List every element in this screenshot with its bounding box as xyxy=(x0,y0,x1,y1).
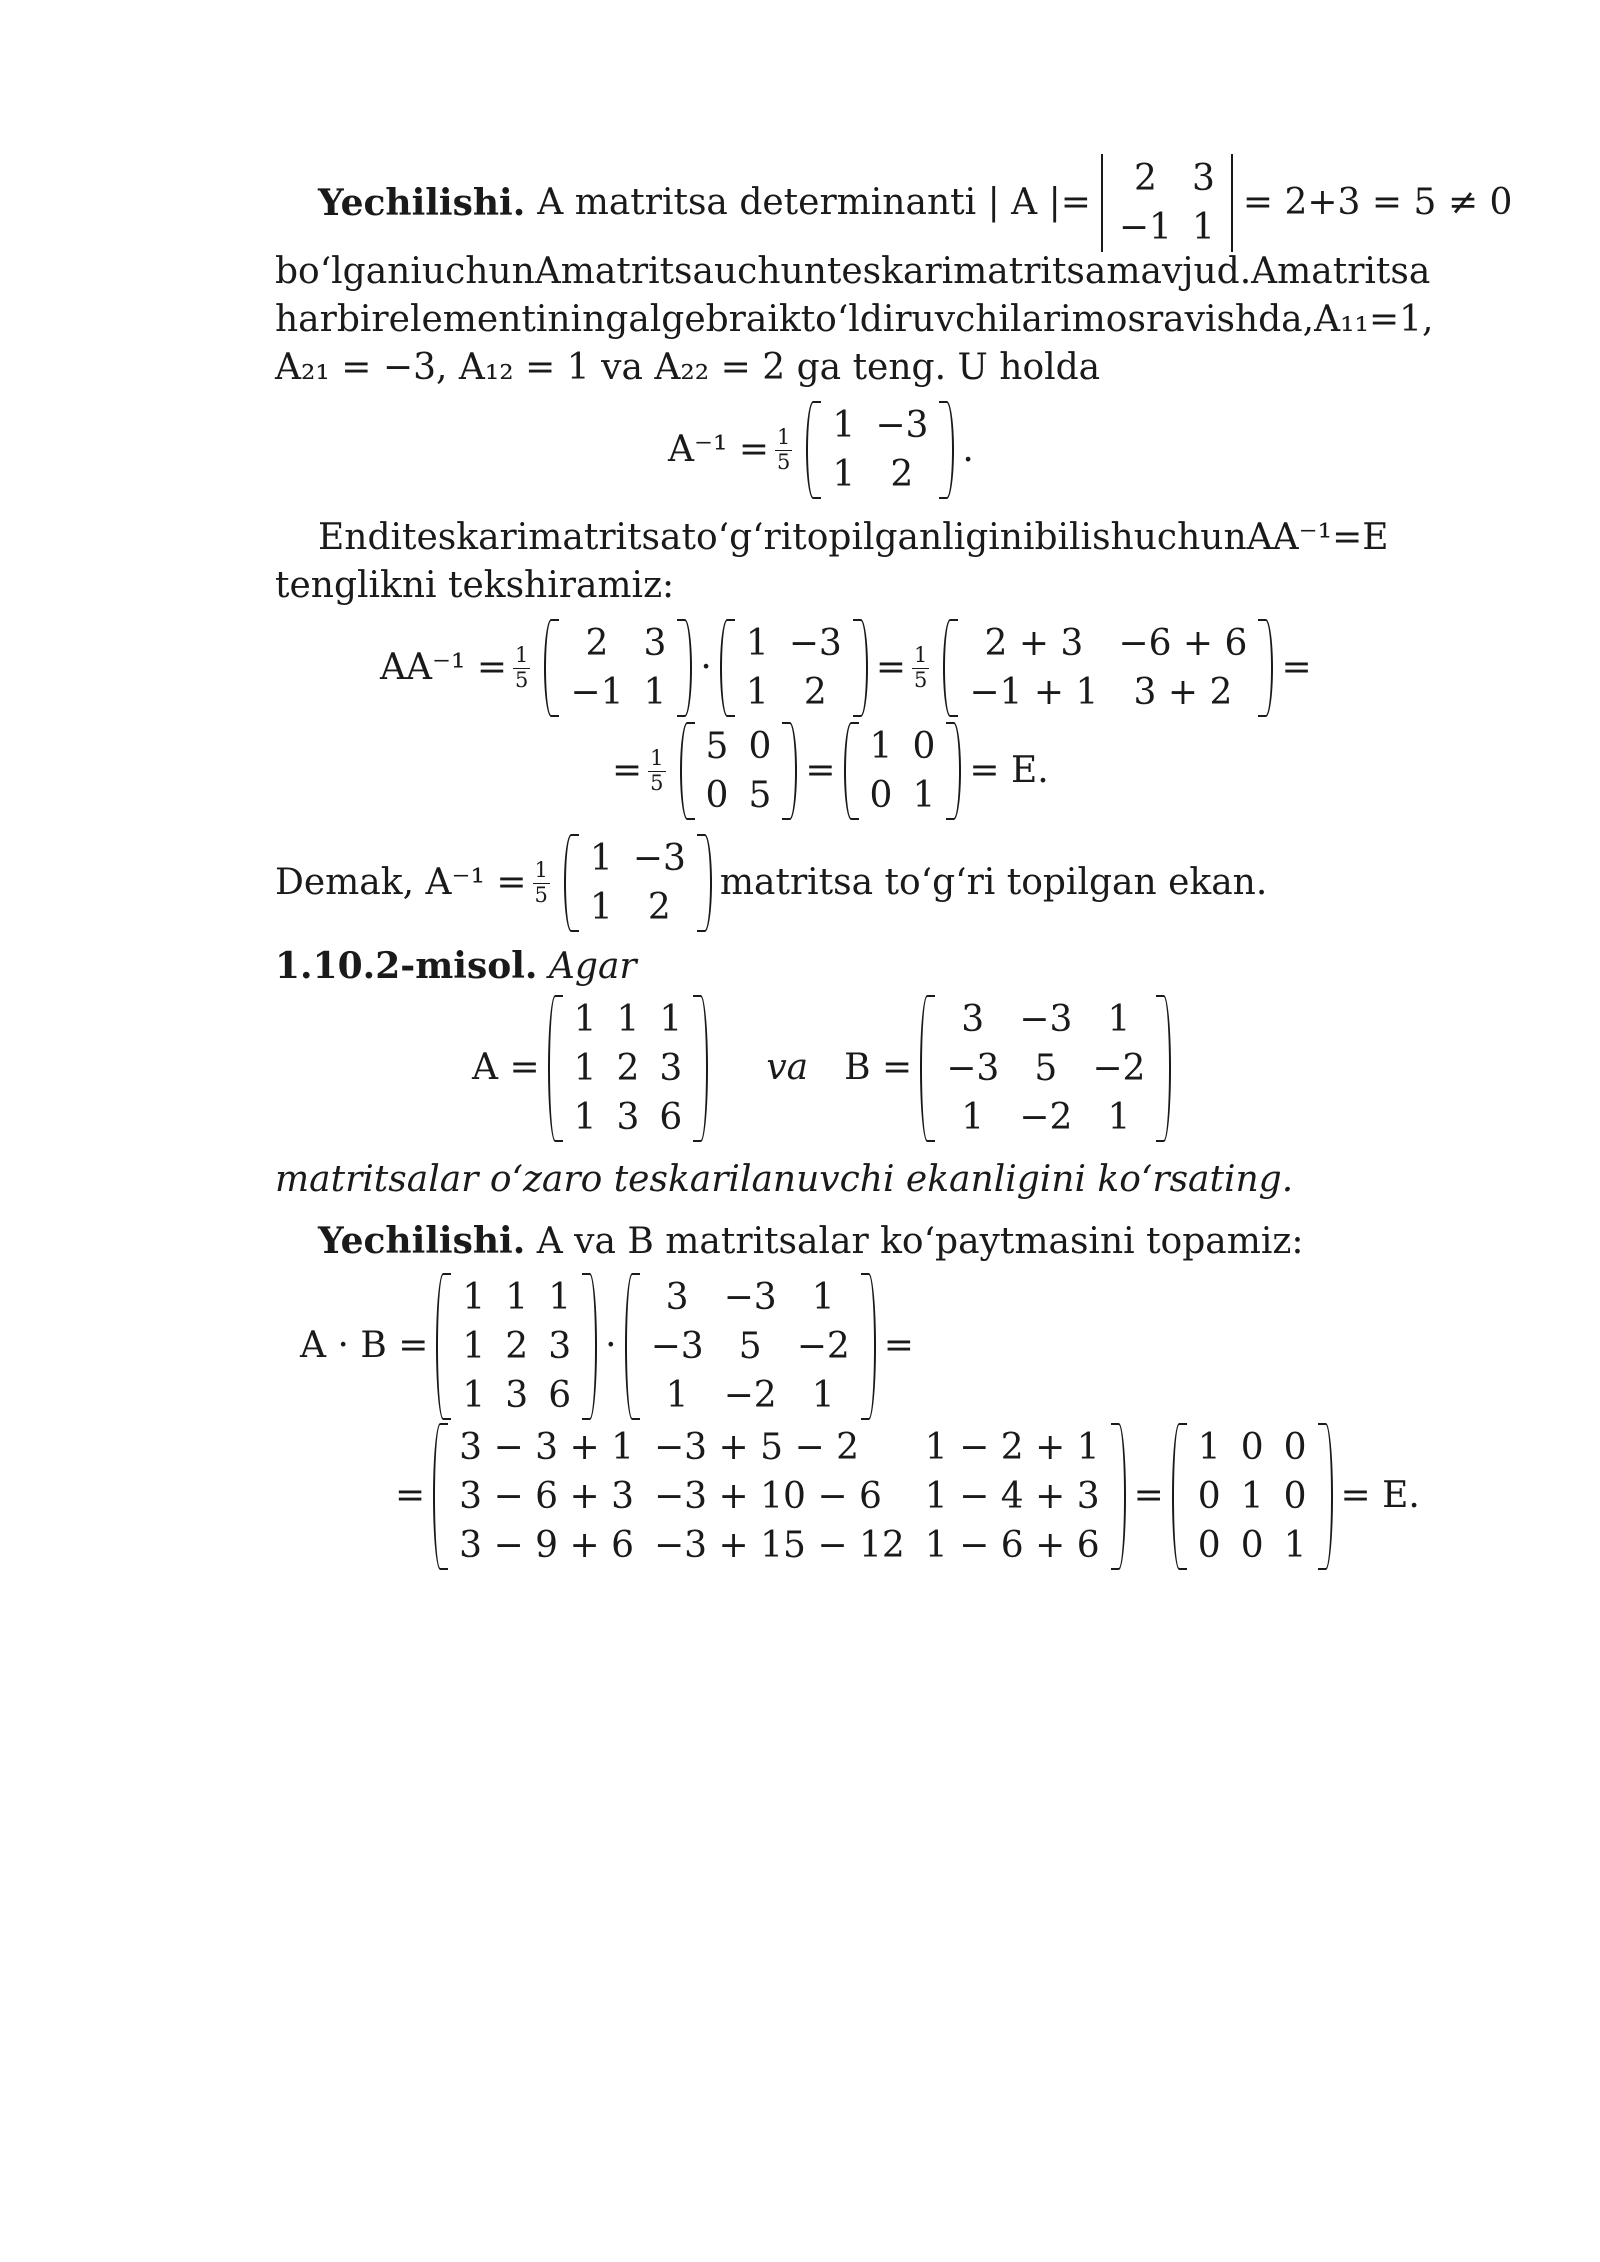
matrix-row xyxy=(560,668,676,717)
word: E xyxy=(1362,517,1389,558)
matrix-cell: −2 xyxy=(1092,1047,1146,1089)
matrix-cell: −3 + 5 − 2 xyxy=(654,1426,859,1468)
matrix-cell: 1 xyxy=(462,1374,486,1416)
matrix-cell: 1 xyxy=(912,775,936,816)
right-paren xyxy=(853,619,868,717)
matrix-cell: 1 xyxy=(832,405,856,446)
check-formula-continued xyxy=(612,726,1049,816)
left-paren xyxy=(433,1423,448,1570)
paragraph-line xyxy=(275,251,1431,292)
matrix-cell: 0 xyxy=(1283,1426,1307,1468)
matrix-cell: 0 xyxy=(1283,1475,1307,1517)
matrix-cell: 0 xyxy=(1240,1524,1264,1566)
matrix-body xyxy=(696,722,782,820)
paragraph-line: A₂₁ = −3, A₁₂ = 1 va A₂₂ = 2 ga teng. U holda xyxy=(275,347,1101,388)
matrix-cell: 6 xyxy=(659,1096,683,1138)
matrix-cell: 2 xyxy=(803,672,827,713)
word: Endi xyxy=(318,517,403,558)
equals-sign: = xyxy=(395,1475,426,1516)
word: algebraik xyxy=(628,299,801,340)
matrix-body xyxy=(452,1273,581,1420)
matrix-body xyxy=(560,619,676,717)
matrix-cell: −3 xyxy=(650,1325,704,1367)
fraction-numerator: 1 xyxy=(914,643,928,668)
fraction-numerator: 1 xyxy=(515,643,529,668)
matrix-body xyxy=(641,1273,860,1420)
matrix-cell: 2 xyxy=(1133,158,1157,199)
fraction-numerator: 1 xyxy=(777,425,791,450)
matrix-cell: 1 xyxy=(1197,1426,1221,1468)
matrix-row xyxy=(564,1093,693,1142)
matrix-row xyxy=(1109,203,1225,252)
word: matritsa xyxy=(528,517,682,558)
identity-matrix xyxy=(1172,1423,1333,1570)
matrix-cell: 1 xyxy=(665,1374,689,1416)
word: A xyxy=(534,251,561,292)
solution-intro-line xyxy=(318,1220,1304,1262)
matrix-row xyxy=(1109,154,1225,203)
matrix-cell: 1 xyxy=(573,998,597,1040)
fraction-denominator: 5 xyxy=(650,770,664,795)
fraction-denominator: 5 xyxy=(534,882,548,907)
matrix-row xyxy=(736,668,852,717)
matrix-diag-5 xyxy=(680,722,798,820)
determinant-bar-right xyxy=(1231,154,1233,252)
inverse-formula xyxy=(668,405,974,495)
matrix-cell: 1 xyxy=(811,1374,835,1416)
word: ravishda, xyxy=(1145,299,1315,340)
matrix-cell: 0 xyxy=(869,775,893,816)
formula-period: . xyxy=(962,429,974,470)
product-lhs: A · B = xyxy=(300,1325,429,1366)
left-paren xyxy=(1172,1423,1187,1570)
equals-sign: = xyxy=(883,1325,914,1366)
matrix-row xyxy=(449,1472,1109,1521)
word: uchun xyxy=(421,251,535,292)
matrix-cell: −2 xyxy=(796,1325,850,1367)
determinant-matrix xyxy=(1099,154,1235,252)
matrix-cell: 1 xyxy=(548,1276,572,1318)
word: mavjud. xyxy=(1106,251,1252,292)
example-heading xyxy=(275,945,637,987)
solution-label: Yechilishi. xyxy=(318,182,526,224)
task-statement: matritsalar o‘zaro teskarilanuvchi ekanligini ko‘rsating. xyxy=(275,1159,1294,1200)
matrix-row xyxy=(1188,1472,1317,1521)
left-paren xyxy=(625,1273,640,1420)
matrix-row xyxy=(860,771,946,820)
matrix-cell: −2 xyxy=(1019,1096,1073,1138)
matrix-row xyxy=(641,1371,860,1420)
matrix-cell: 1 xyxy=(462,1276,486,1318)
matrix-cell: 3 xyxy=(548,1325,572,1367)
matrix-cell: 1 − 6 + 6 xyxy=(924,1524,1100,1566)
matrix-row xyxy=(936,1093,1155,1142)
matrix-cell: 0 xyxy=(1197,1475,1221,1517)
matrix-cell: 3 xyxy=(616,1096,640,1138)
matrix-row xyxy=(936,995,1155,1044)
fraction-denominator: 5 xyxy=(777,449,791,474)
check-formula xyxy=(380,618,1312,718)
word: = xyxy=(1332,517,1363,558)
matrix-cell: 5 xyxy=(705,726,729,767)
matrix-cell: 1 xyxy=(1240,1475,1264,1517)
matrix-cell: −3 xyxy=(1019,998,1073,1040)
matrix-row xyxy=(452,1322,581,1371)
equals-e: = E. xyxy=(1340,1475,1420,1516)
matrix-row xyxy=(860,722,946,771)
equals-sign: = xyxy=(612,750,643,791)
left-paren xyxy=(806,401,821,499)
matrix-row xyxy=(580,834,696,883)
matrix-cell: 0 xyxy=(1197,1524,1221,1566)
fraction-denominator: 5 xyxy=(515,667,529,692)
matrix-cell: 1 xyxy=(573,1096,597,1138)
matrix-sums xyxy=(943,619,1273,717)
matrix-cell: 1 xyxy=(745,623,769,664)
matrix-body xyxy=(959,619,1257,717)
matrix-cell: 6 xyxy=(548,1374,572,1416)
left-paren xyxy=(720,619,735,717)
right-paren xyxy=(1258,619,1273,717)
matrix-cell: 1 xyxy=(462,1325,486,1367)
matrix-cell: 1 − 4 + 3 xyxy=(924,1475,1100,1517)
fraction-numerator: 1 xyxy=(534,858,548,883)
multiply-dot: · xyxy=(700,647,712,688)
word: teskari xyxy=(826,251,954,292)
matrix-cell: 0 xyxy=(1240,1426,1264,1468)
matrix-body xyxy=(580,834,696,932)
matrix-row xyxy=(564,1044,693,1093)
example-text: Agar xyxy=(548,946,637,987)
left-paren xyxy=(548,995,563,1142)
word: to‘ldiruvchilari xyxy=(800,299,1072,340)
matrix-row xyxy=(641,1322,860,1371)
determinant-bar-left xyxy=(1101,154,1103,252)
matrix-cell: −3 xyxy=(946,1047,1000,1089)
matrix-body xyxy=(1109,154,1225,252)
word: bilish xyxy=(1034,517,1134,558)
matrix-cell: 5 xyxy=(1034,1047,1058,1089)
word: teskari xyxy=(402,517,529,558)
matrix-row xyxy=(822,450,938,499)
matrix-cell: 3 − 3 + 1 xyxy=(459,1426,634,1468)
matrix-row xyxy=(560,619,676,668)
matrix-cell: 1 xyxy=(1107,998,1131,1040)
matrix-cell: −3 + 10 − 6 xyxy=(654,1475,882,1517)
matrix-cell: −3 xyxy=(723,1276,777,1318)
matrix-row xyxy=(452,1371,581,1420)
equals-sign: = xyxy=(805,750,836,791)
matrix-row xyxy=(1188,1521,1317,1570)
matrix-cell: 3 − 6 + 3 xyxy=(459,1475,634,1517)
matrix-body xyxy=(449,1423,1109,1570)
matrix-cell: 2 xyxy=(616,1047,640,1089)
matrix-b xyxy=(625,1273,876,1420)
matrix-a xyxy=(436,1273,597,1420)
matrix-cell: 0 xyxy=(912,726,936,767)
matrix-cell: 2 xyxy=(647,887,671,928)
matrix-cell: 1 xyxy=(643,672,667,713)
left-paren xyxy=(544,619,559,717)
matrix-cell: −3 xyxy=(875,405,929,446)
matrix-body xyxy=(1188,1423,1317,1570)
equals-e: = E. xyxy=(969,750,1049,791)
matrix-cell: 2 xyxy=(585,623,609,664)
solution-intro-line xyxy=(318,153,1512,253)
matrix-cell: 1 xyxy=(589,838,613,879)
word: bir xyxy=(336,299,389,340)
matrix-row xyxy=(822,401,938,450)
conjunction-va: va xyxy=(766,1047,809,1088)
inverse-matrix xyxy=(564,834,712,932)
matrix-cell: −3 xyxy=(788,623,842,664)
left-paren xyxy=(943,619,958,717)
word: topilganligini xyxy=(792,517,1035,558)
equals-sign: = xyxy=(875,647,907,688)
matrix-cell: 1 xyxy=(573,1047,597,1089)
conclusion-lead: Demak, A⁻¹ = xyxy=(275,862,527,903)
matrix-cell: 2 + 3 xyxy=(984,623,1084,664)
matrix-b-label: B = xyxy=(844,1047,913,1088)
matrix-cell: 1 xyxy=(505,1276,529,1318)
matrix-cell: −3 xyxy=(632,838,686,879)
right-paren xyxy=(1156,995,1171,1142)
matrix-cell: 1 xyxy=(811,1276,835,1318)
matrix-cell: 3 xyxy=(961,998,985,1040)
matrix-cell: 1 xyxy=(961,1096,985,1138)
matrix-row xyxy=(936,1044,1155,1093)
matrix-body xyxy=(860,722,946,820)
matrix-products xyxy=(433,1423,1125,1570)
matrix-body xyxy=(736,619,852,717)
matrix-row xyxy=(449,1423,1109,1472)
left-paren xyxy=(844,722,859,820)
word: matritsa xyxy=(953,251,1107,292)
fraction-denominator: 5 xyxy=(914,667,928,692)
paragraph-line xyxy=(275,299,1434,340)
check-lhs: AA⁻¹ = xyxy=(380,647,508,688)
matrix-body xyxy=(822,401,938,499)
matrix-cell: 3 xyxy=(1191,158,1215,199)
inverse-lhs: A⁻¹ = xyxy=(668,429,770,470)
matrix-row xyxy=(696,771,782,820)
word: to‘g‘ri xyxy=(681,517,793,558)
matrix-body xyxy=(564,995,693,1142)
matrix-cell: −1 xyxy=(1118,207,1172,248)
matrix-row xyxy=(959,668,1257,717)
fraction xyxy=(533,859,550,906)
matrix-row xyxy=(696,722,782,771)
left-paren xyxy=(920,995,935,1142)
word: A₁₁ xyxy=(1314,299,1369,340)
word: A xyxy=(1251,251,1278,292)
equals-sign: = xyxy=(1133,1475,1164,1516)
matrix-cell: −2 xyxy=(723,1374,777,1416)
matrix-cell: 1 xyxy=(869,726,893,767)
conclusion-text: matritsa to‘g‘ri topilgan ekan. xyxy=(719,862,1268,903)
paragraph-line: tenglikni tekshiramiz: xyxy=(275,565,675,606)
matrix-cell: 5 xyxy=(748,775,772,816)
right-paren xyxy=(782,722,797,820)
matrix-cell: 0 xyxy=(705,775,729,816)
right-paren xyxy=(861,1273,876,1420)
matrix-cell: 3 xyxy=(665,1276,689,1318)
fraction xyxy=(912,644,929,691)
matrix-cell: 2 xyxy=(505,1325,529,1367)
word: elementining xyxy=(388,299,629,340)
fraction xyxy=(513,644,530,691)
fraction xyxy=(775,426,792,473)
matrix-cell: −1 xyxy=(570,672,624,713)
matrix-cell: 1 xyxy=(1191,207,1215,248)
matrix-cell: −3 + 15 − 12 xyxy=(654,1524,905,1566)
paragraph-line xyxy=(318,517,1389,558)
word: uchun xyxy=(714,251,827,292)
multiply-dot: · xyxy=(605,1325,617,1366)
word: = xyxy=(1368,299,1400,340)
right-paren xyxy=(939,401,954,499)
matrix-cell: 3 − 9 + 6 xyxy=(459,1524,634,1566)
matrix-cell: 2 xyxy=(890,454,914,495)
matrix-cell: −1 + 1 xyxy=(969,672,1099,713)
matrix-cell: 1 xyxy=(616,998,640,1040)
matrix-cell: 1 xyxy=(832,454,856,495)
word: AA⁻¹ xyxy=(1246,517,1333,558)
equals-sign: = xyxy=(1281,647,1312,688)
matrix-cell: 1 xyxy=(659,998,683,1040)
word: uchun xyxy=(1133,517,1247,558)
right-paren xyxy=(693,995,708,1142)
left-paren xyxy=(436,1273,451,1420)
right-paren xyxy=(582,1273,597,1420)
product-formula xyxy=(300,1275,914,1417)
left-paren xyxy=(680,722,695,820)
matrix-a-inverse xyxy=(720,619,868,717)
matrix-cell: 3 xyxy=(643,623,667,664)
matrix-row xyxy=(449,1521,1109,1570)
right-paren xyxy=(946,722,961,820)
word: har xyxy=(275,299,337,340)
matrix-cell: 1 xyxy=(589,887,613,928)
matrix-cell: 1 xyxy=(1283,1524,1307,1566)
matrix-row xyxy=(580,883,696,932)
matrix-body xyxy=(936,995,1155,1142)
fraction xyxy=(648,747,665,794)
example-label: 1.10.2-misol. xyxy=(275,945,538,987)
matrix-cell: 1 xyxy=(745,672,769,713)
matrix-row xyxy=(736,619,852,668)
determinant-result: = 2+3 = 5 ≠ 0 xyxy=(1242,182,1513,223)
word: bo‘lgani xyxy=(275,251,422,292)
matrix-a xyxy=(544,619,692,717)
identity-matrix xyxy=(844,722,962,820)
left-paren xyxy=(564,834,579,932)
solution-text: A va B matritsalar ko‘paytmasini topamiz: xyxy=(536,1221,1304,1262)
right-paren xyxy=(677,619,692,717)
determinant-text: A matritsa determinanti | A |= xyxy=(537,182,1091,223)
matrix-a-label: A = xyxy=(472,1047,540,1088)
conclusion-line xyxy=(275,838,1267,928)
word: matritsa xyxy=(560,251,714,292)
matrix-row xyxy=(1188,1423,1317,1472)
inverse-matrix xyxy=(806,401,954,499)
matrix-a xyxy=(548,995,709,1142)
right-paren xyxy=(697,834,712,932)
matrix-cell: 3 xyxy=(505,1374,529,1416)
product-formula-continued xyxy=(395,1425,1420,1567)
matrix-cell: −6 + 6 xyxy=(1118,623,1248,664)
matrix-cell: 3 xyxy=(659,1047,683,1089)
matrix-cell: 3 + 2 xyxy=(1133,672,1233,713)
matrix-row xyxy=(959,619,1257,668)
matrix-cell: 5 xyxy=(738,1325,762,1367)
word: matritsa xyxy=(1277,251,1431,292)
word: mos xyxy=(1071,299,1146,340)
given-matrices xyxy=(472,998,1179,1138)
matrix-row xyxy=(641,1273,860,1322)
right-paren xyxy=(1111,1423,1126,1570)
solution-label: Yechilishi. xyxy=(318,1220,526,1262)
right-paren xyxy=(1318,1423,1333,1570)
matrix-cell: 1 − 2 + 1 xyxy=(924,1426,1100,1468)
matrix-cell: 1 xyxy=(1107,1096,1131,1138)
matrix-row xyxy=(452,1273,581,1322)
matrix-cell: 0 xyxy=(748,726,772,767)
matrix-b xyxy=(920,995,1171,1142)
matrix-row xyxy=(564,995,693,1044)
word: 1, xyxy=(1399,299,1434,340)
fraction-numerator: 1 xyxy=(650,746,664,771)
